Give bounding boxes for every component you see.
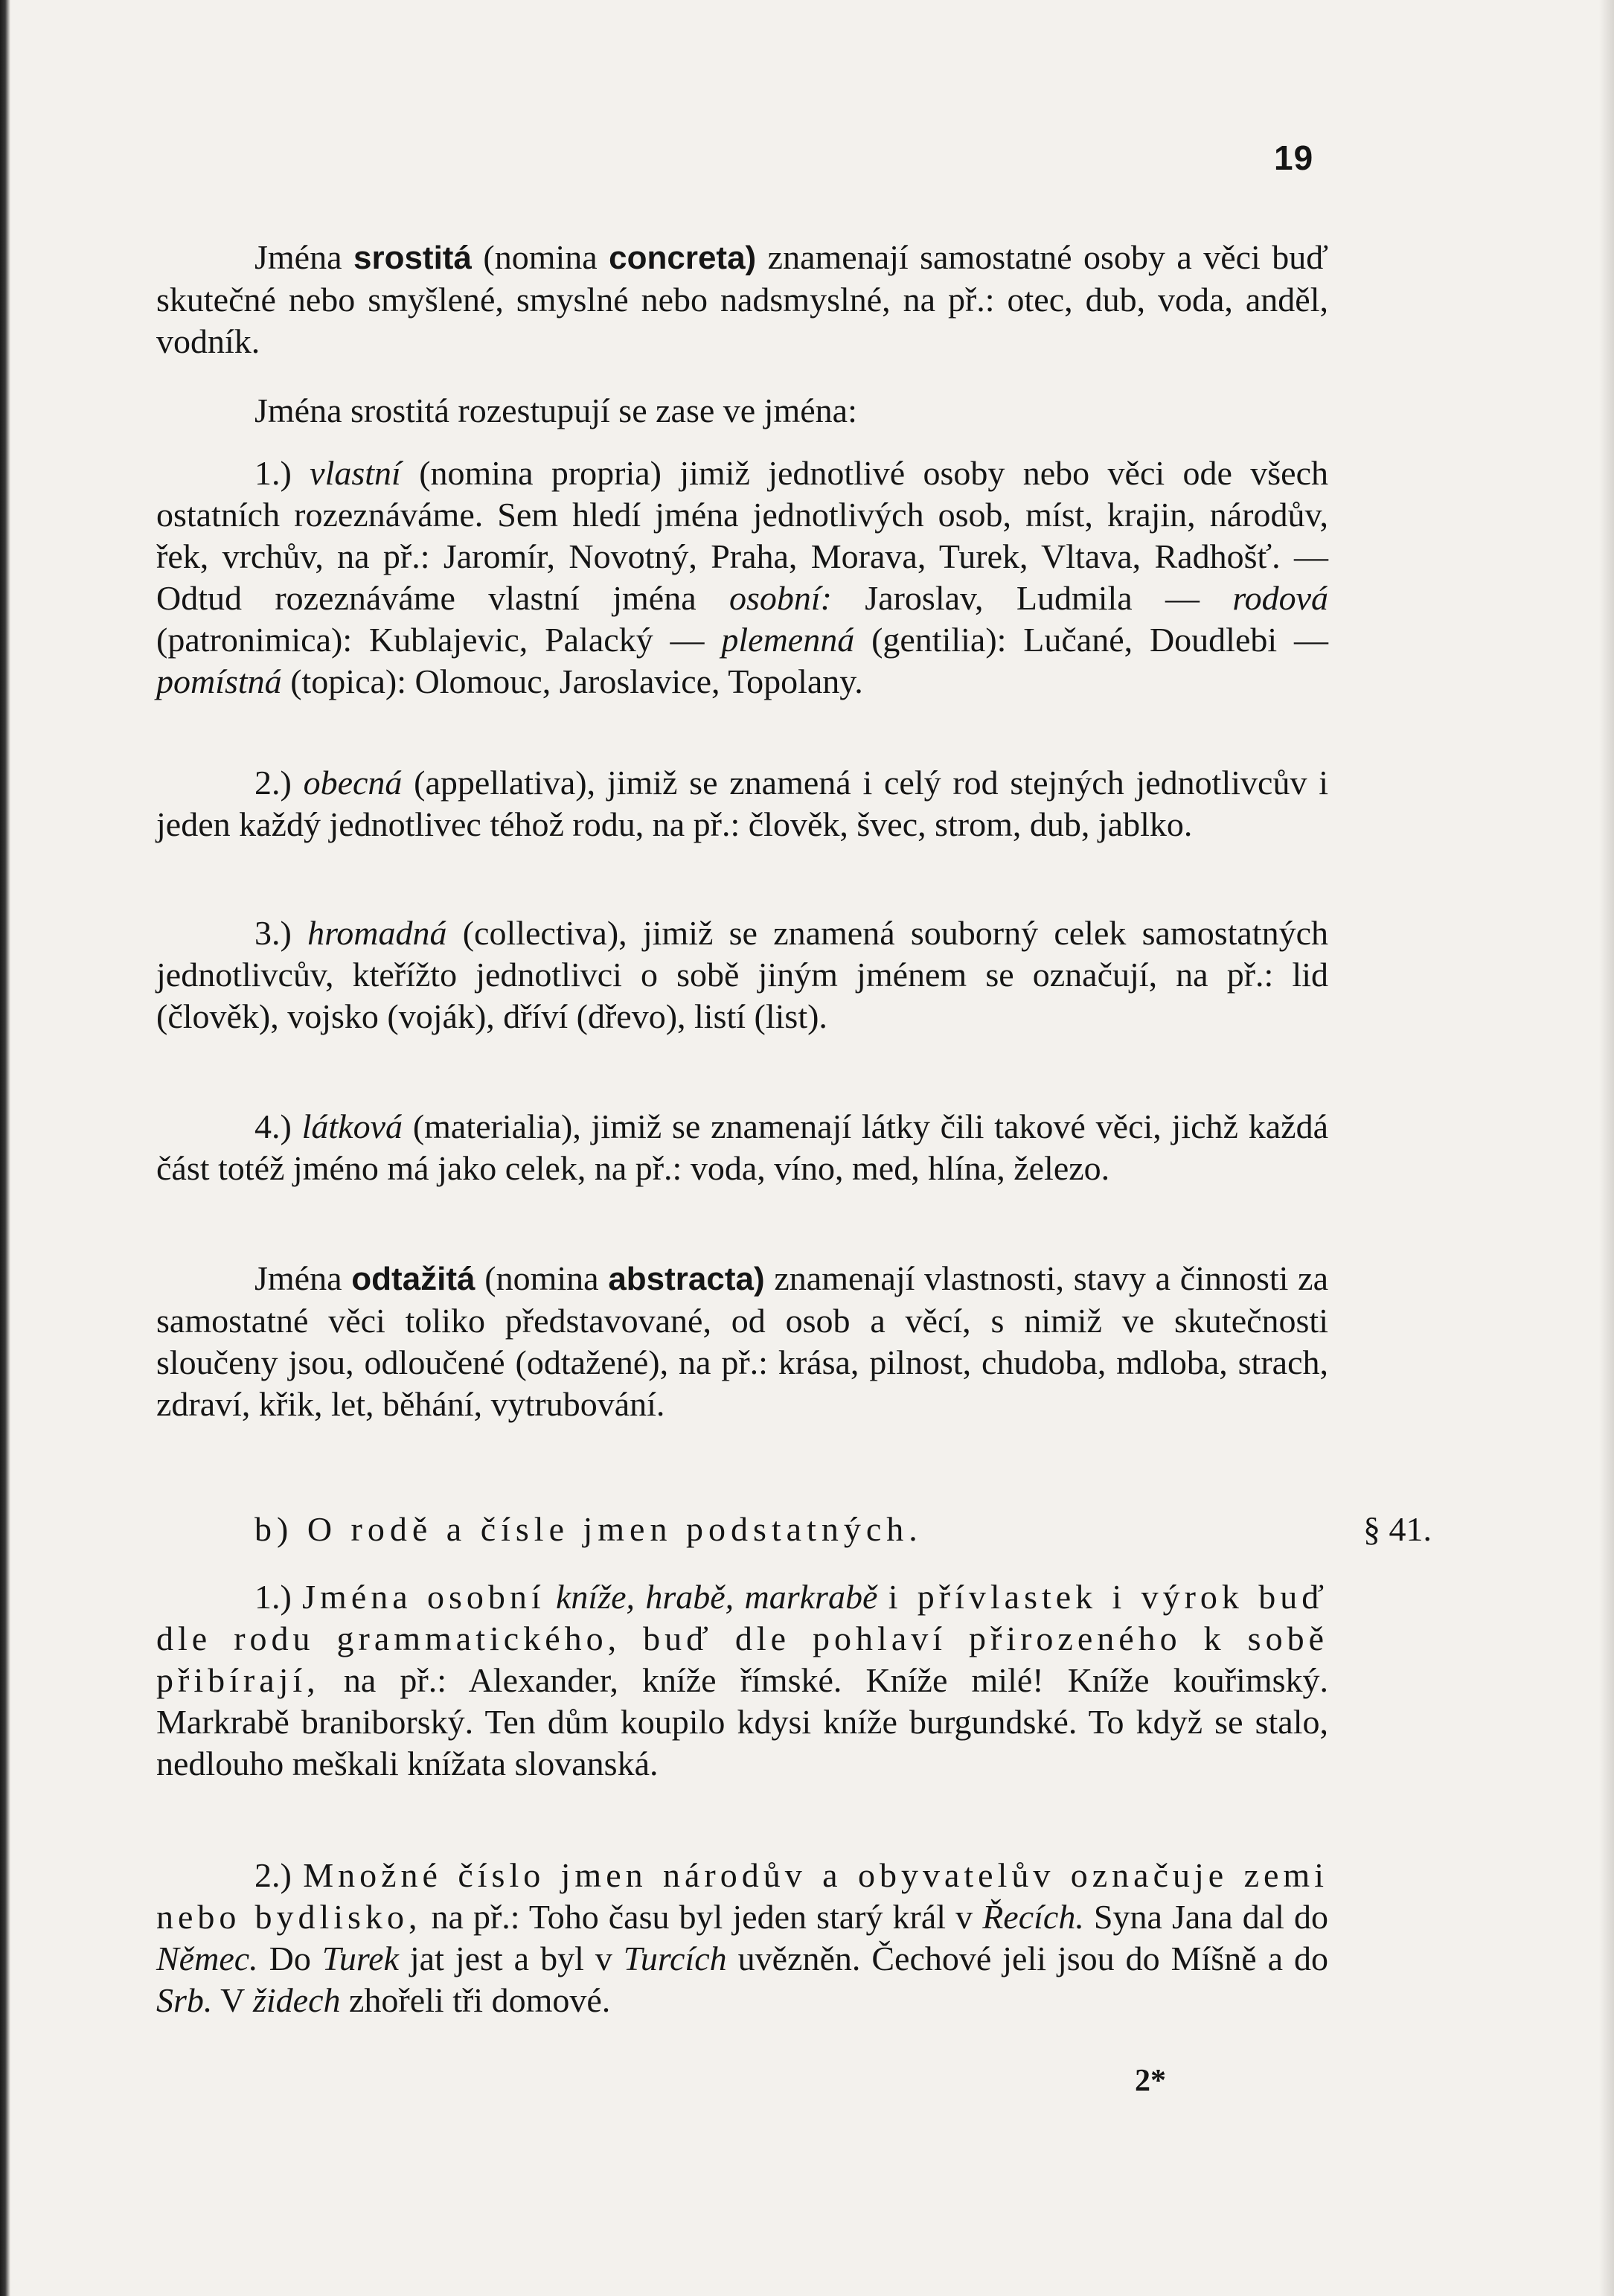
paragraph-hromadna: 3.) hromadná (collectiva), jimiž se znamená souborný celek samostatných jednotlivcův, kteřížto jednotlivci o sobě jiným jménem se označují, na př.: lid (člověk), vojsko (voják), dříví (dřevo), listí (list). [156, 914, 1328, 1035]
paragraph-abstracta: Jména odtažitá (nomina abstracta) znamenají vlastnosti, stavy a činnosti za samostatné věci toliko představované, od osob a věcí, s nimiž ve skutečnosti sloučeny jsou, odloučené (odtažené), na př.: krása, pilnost, chudoba, mdloba, strach, zdraví, křik, let, běhání, vytrubování. [156, 1259, 1329, 1423]
scan-right-edge [1599, 0, 1614, 2296]
scan-left-edge [0, 0, 10, 2296]
rule-mnozne-cislo: 2.) Množné číslo jmen národův a obyvatelův označuje zemi nebo bydlisko, na př.: Toho času byl jeden starý král v Řecích. Syna Jana dal do Němec. Do Turek jat jest a byl v Turcích uvězněn. Čechové jeli jsou do Míšně a do Srb. V židech zhořeli tři domové. [156, 1856, 1328, 2019]
paragraph-obecna: 2.) obecná (appellativa), jimiž se znamená i celý rod stejných jednotlivcův i jeden každý jednotlivec téhož rodu, na př.: člověk, švec, strom, dub, jablko. [156, 764, 1328, 843]
paragraph-concreta: Jména srostitá (nomina concreta) znamenají samostatné osoby a věci buď skutečné nebo smyšlené, smyslné nebo nadsmyslné, na př.: otec, dub, voda, anděl, vodník. [156, 238, 1328, 360]
paragraph-vlastni: 1.) vlastní (nomina propria) jimiž jednotlivé osoby nebo věci ode všech ostatních rozeznáváme. Sem hledí jména jednotlivých osob, míst, krajin, národův, řek, vrchův, na př.: Jaromír, Novotný, Praha, Morava, Turek, Vltava, Radhošť. — Odtud rozeznáváme vlastní jména osobní: Jaroslav, Ludmila — rodová (patronimica): Kublajevic, Palacký — plemenná (gentilia): Lučané, Doudlebi — pomístná (topica): Olomouc, Jaroslavice, Topolany. [156, 454, 1329, 700]
section-heading: b) O rodě a čísle jmen podstatných. [254, 1510, 923, 1548]
signature-mark: 2* [1135, 2064, 1166, 2098]
section-mark: § 41. [1363, 1510, 1432, 1548]
paragraph-latkova: 4.) látková (materialia), jimiž se znamenají látky čili takové věci, jichž každá část totéž jméno má jako celek, na př.: voda, víno, med, hlína, železo. [156, 1107, 1328, 1187]
paragraph-rozestupuji: Jména srostitá rozestupují se zase ve jména: [254, 391, 857, 429]
page-number: 19 [1274, 138, 1314, 177]
rule-knize: 1.) Jména osobní kníže, hrabě, markrabě i přívlastek i výrok buď dle rodu grammatického, buď dle pohlaví přirozeného k sobě přibírají, na př.: Alexander, kníže římské. Kníže milé! Kníže kouřimský. Markrabě braniborský. Ten dům koupilo kdysi kníže burgundské. To když se stalo, nedlouho meškali knížata slovanská. [156, 1578, 1328, 1782]
